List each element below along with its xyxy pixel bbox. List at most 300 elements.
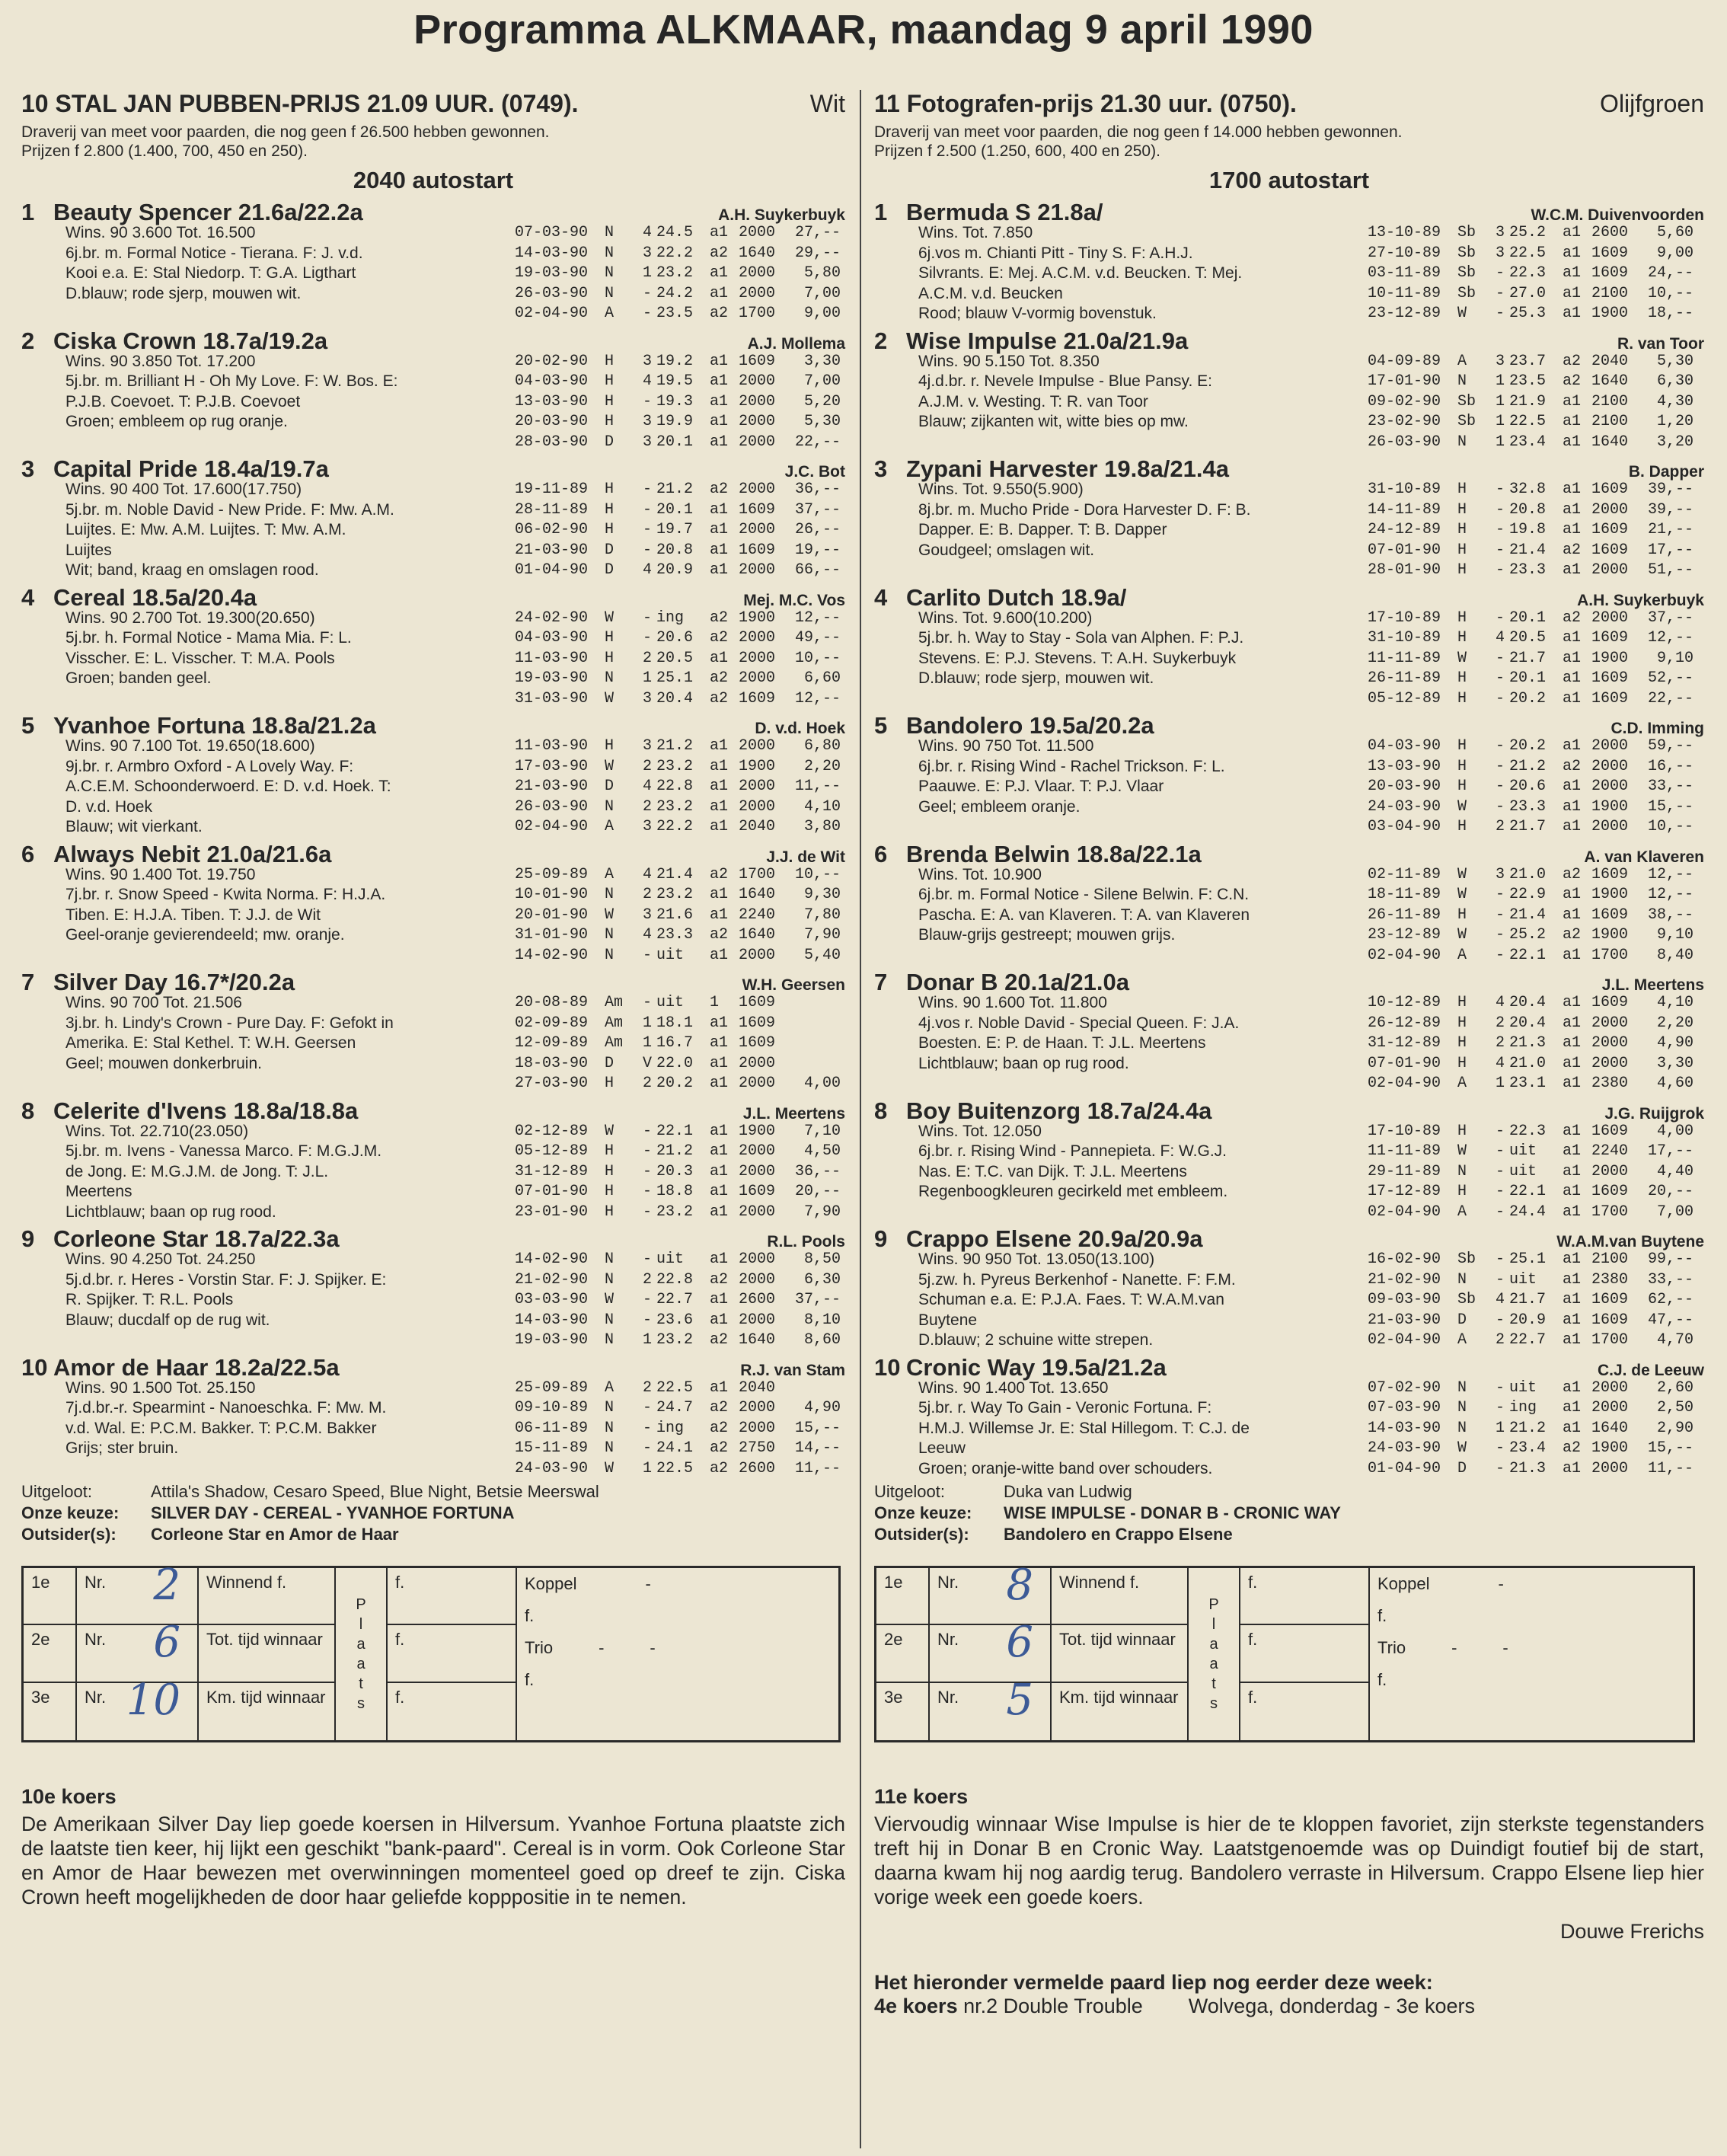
result-cell: 2000	[1591, 1034, 1629, 1052]
result-cell: 12,--	[1647, 886, 1693, 903]
result-cell: 2000	[1591, 757, 1629, 775]
horse-info	[21, 865, 515, 966]
result-row	[515, 628, 845, 649]
horse-info	[874, 865, 1368, 966]
entry-body	[874, 480, 1704, 581]
info-line: Dapper. E: B. Dapper. T: B. Dapper	[918, 521, 1167, 538]
result-row	[515, 1033, 845, 1054]
result-cell: 1640	[1591, 1419, 1629, 1437]
result-cell: -	[643, 1399, 653, 1417]
uitgeloot-label: Uitgeloot:	[874, 1482, 945, 1501]
result-row	[1368, 946, 1704, 966]
result-cell: -	[1496, 946, 1505, 964]
number-field[interactable]	[77, 1560, 197, 1625]
result-cell: 23-01-90	[515, 1203, 589, 1221]
keuze-line	[21, 1503, 845, 1523]
result-cell	[792, 993, 841, 1014]
result-cell: 2100	[1591, 392, 1629, 410]
result-cell: 24-03-90	[1368, 1439, 1441, 1457]
note-race-label: 4e koers	[874, 1995, 958, 2017]
result-cell: A	[1457, 946, 1467, 964]
result-cell: 19-11-89	[515, 481, 589, 498]
result-cell: 14-03-90	[1368, 1419, 1441, 1437]
result-cell: 07-01-90	[515, 1183, 589, 1200]
result-cell: 3	[1496, 244, 1505, 262]
result-cell: a1	[710, 649, 729, 667]
result-cell: 23.5	[1509, 372, 1547, 390]
result-cell: W	[1457, 926, 1467, 944]
result-cell: -	[643, 392, 653, 410]
result-cell: 62,--	[1647, 1291, 1693, 1308]
result-cell: 19-03-90	[515, 1331, 589, 1349]
result-cell: 5,30	[1656, 352, 1693, 370]
result-cell	[792, 1033, 841, 1054]
horse-name: Donar B 20.1a/21.0a	[906, 969, 1129, 995]
result-cell: 2	[643, 1075, 653, 1092]
result-cell: N	[605, 1439, 615, 1457]
result-cell: 20.6	[1509, 778, 1547, 795]
result-cell: 15,--	[794, 1419, 841, 1437]
results-list	[515, 993, 845, 1094]
plaats-field[interactable]: f.	[1240, 1625, 1368, 1682]
result-cell: a2	[710, 1459, 729, 1477]
result-cell: 21.7	[1509, 649, 1547, 667]
handwritten-number: 8	[1006, 1560, 1033, 1610]
result-cell: 6,60	[803, 669, 841, 687]
result-cell: 29,--	[794, 244, 841, 262]
result-cell: a1	[1563, 946, 1582, 964]
result-cell: 20-03-90	[515, 413, 589, 430]
result-row	[1368, 1182, 1704, 1203]
winnend-label: Winnend f.	[1052, 1568, 1187, 1625]
place-label: 3e	[31, 1687, 50, 1707]
result-row	[1368, 669, 1704, 689]
result-cell: 1900	[1591, 305, 1629, 322]
koppel-row	[1370, 1568, 1577, 1600]
result-cell: 19,--	[794, 541, 841, 559]
result-cell: 7,10	[803, 1122, 841, 1140]
info-line: 6j.br. m. Formal Notice - Silene Belwin. F: C.N.	[918, 886, 1250, 903]
result-cell: 16.7	[656, 1034, 694, 1052]
race-11-column	[874, 90, 1704, 2018]
result-cell: a1	[1563, 1075, 1582, 1092]
result-cell: 21,--	[1647, 521, 1693, 538]
result-cell: 1	[1496, 1075, 1505, 1092]
result-cell: a1	[710, 1122, 729, 1140]
result-cell: a1	[710, 264, 729, 282]
result-cell: H	[605, 500, 615, 519]
result-cell: 14-02-90	[515, 946, 589, 964]
result-cell: 1640	[1591, 372, 1629, 390]
place-label: 2e	[24, 1625, 75, 1682]
result-row	[1368, 1459, 1704, 1480]
result-cell: a1	[1563, 1203, 1582, 1221]
horse-name: Yvanhoe Fortuna 18.8a/21.2a	[53, 712, 376, 739]
result-cell: 2000	[739, 737, 776, 755]
horse-entry	[21, 455, 845, 581]
result-row	[1368, 885, 1704, 906]
plaats-field[interactable]: f.	[388, 1625, 516, 1682]
plaats-letter: a	[356, 1636, 366, 1653]
result-cell: H	[605, 1075, 615, 1092]
result-cell: 28-01-90	[1368, 561, 1441, 579]
plaats-field[interactable]: f.	[395, 1687, 405, 1707]
result-cell: 1609	[1591, 865, 1629, 883]
result-cell: 7,00	[803, 372, 841, 390]
result-cell: 1	[710, 994, 720, 1011]
entry-number: 10	[874, 1353, 901, 1381]
result-cell: -	[643, 500, 653, 519]
result-cell: 2,20	[1656, 1014, 1693, 1032]
result-cell: 7,90	[803, 1203, 841, 1221]
plaats-letter: a	[356, 1656, 366, 1672]
result-cell: -	[1496, 1162, 1505, 1180]
result-cell: -	[1496, 284, 1505, 302]
info-line: 5j.br. m. Brilliant H - Oh My Love. F: W. Bos. E:	[65, 372, 398, 390]
result-cell: 22.5	[1509, 413, 1547, 430]
result-cell: 20.6	[656, 629, 694, 647]
commentary-text: Viervoudig winnaar Wise Impulse is hier de te kloppen favoriet, zijn sterkste tegenstanders treft hij in Donar B en Cronic Way. Laatstgenoemde was op Duindigt foutief bij de start, daarna kwam hij nog aardig terug. Bandolero verraste in Hilversum. Crappo Elsene liep hier vorige week een goede koers.	[874, 1813, 1704, 1908]
result-cell: 03-04-90	[1368, 818, 1441, 835]
result-cell: 24.4	[1509, 1203, 1547, 1221]
result-cell: 24.2	[656, 284, 694, 302]
horse-entry	[874, 1354, 1704, 1480]
info-line: Blauw; ducdalf op de rug wit.	[65, 1311, 270, 1329]
result-cell: H	[1457, 561, 1467, 579]
result-cell: A	[605, 305, 615, 322]
horse-entry	[21, 712, 845, 838]
result-cell: 26-11-89	[1368, 669, 1441, 687]
outsider-label: Outsider(s):	[874, 1525, 969, 1544]
result-cell: 14-03-90	[515, 244, 589, 262]
result-cell: 3	[643, 352, 653, 370]
horse-name: Beauty Spencer 21.6a/22.2a	[53, 199, 363, 225]
result-cell: 4,70	[1656, 1331, 1693, 1349]
result-cell: H	[1457, 778, 1467, 795]
entry-number: 9	[874, 1225, 888, 1252]
result-cell: a1	[710, 1250, 729, 1268]
plaats-field[interactable]: f.	[1240, 1568, 1368, 1625]
result-cell: 1700	[1591, 1203, 1629, 1221]
result-cell: 26,--	[794, 521, 841, 538]
result-cell: 9,10	[1656, 926, 1693, 944]
result-row	[1368, 736, 1704, 757]
result-cell: 05-12-89	[1368, 689, 1441, 707]
number-field[interactable]	[930, 1675, 1050, 1740]
horse-info	[21, 736, 515, 838]
koppel-f-field[interactable]: f.	[1377, 1606, 1387, 1625]
result-cell: 22.5	[1509, 244, 1547, 262]
results-list	[1368, 1250, 1704, 1351]
result-cell: 2000	[739, 1399, 776, 1417]
result-cell: a2	[710, 1331, 729, 1349]
number-field[interactable]	[77, 1618, 197, 1682]
entry-body	[874, 1122, 1704, 1223]
race-color: Olijfgroen	[1600, 90, 1704, 117]
result-cell: a1	[1563, 1399, 1582, 1417]
result-cell: a2	[710, 1270, 729, 1289]
entry-number: 1	[21, 199, 35, 225]
result-cell	[792, 1378, 841, 1399]
result-cell: 4,40	[1656, 1162, 1693, 1180]
horse-info	[21, 1122, 515, 1223]
result-cell: -	[643, 481, 653, 498]
result-cell: N	[605, 1311, 615, 1329]
result-cell: 18.8	[656, 1183, 694, 1200]
result-cell: 2000	[1591, 500, 1629, 519]
note-detail	[874, 1995, 1704, 2018]
info-line: Geel; embleem oranje.	[918, 797, 1081, 816]
result-cell: 2100	[1591, 413, 1629, 430]
race-color: Wit	[809, 90, 845, 117]
note-race	[874, 1995, 1143, 2018]
result-cell: 1640	[739, 244, 776, 262]
result-cell: W	[605, 906, 615, 924]
horse-name: Always Nebit 21.0a/21.6a	[53, 840, 332, 867]
result-cell: -	[1496, 1203, 1505, 1221]
result-cell: H	[605, 413, 615, 430]
result-cell: 2000	[1591, 1459, 1629, 1477]
trio-label: Trio	[525, 1638, 554, 1657]
result-cell: 2000	[1591, 1399, 1629, 1417]
result-row	[515, 736, 845, 757]
result-cell: 12,--	[1647, 865, 1693, 883]
result-cell: H	[605, 1203, 615, 1221]
result-cell: W	[1457, 886, 1467, 903]
result-cell: a1	[710, 757, 729, 775]
result-cell: 1609	[1591, 521, 1629, 538]
result-cell: 4,50	[803, 1142, 841, 1160]
koppel-f-field[interactable]: f.	[525, 1606, 535, 1625]
result-cell: 23.2	[656, 757, 694, 775]
result-cell: W	[605, 608, 615, 627]
horse-info	[874, 1122, 1368, 1223]
result-cell: H	[605, 392, 615, 410]
result-cell: 2750	[739, 1439, 776, 1457]
result-cell: uit	[656, 946, 685, 964]
result-cell: a1	[1563, 1311, 1582, 1329]
entry-body	[21, 608, 845, 710]
result-cell: D	[1457, 1311, 1467, 1329]
number-field[interactable]	[930, 1560, 1050, 1625]
result-cell: 24-02-90	[515, 608, 589, 627]
race-header	[874, 90, 1704, 118]
result-cell: a1	[1563, 284, 1582, 302]
result-cell: 21.3	[1509, 1034, 1547, 1052]
result-row	[1368, 608, 1704, 629]
result-cell: 26-03-90	[515, 797, 589, 816]
info-line: Rood; blauw V-vormig bovenstuk.	[918, 305, 1157, 322]
result-cell: 26-03-90	[1368, 433, 1441, 451]
result-cell: Am	[605, 994, 624, 1011]
result-cell: 25-09-89	[515, 1378, 589, 1397]
result-cell: 4	[643, 561, 653, 579]
result-cell: Sb	[1457, 244, 1476, 262]
trio-row	[1370, 1632, 1577, 1664]
result-cell: 8,60	[803, 1331, 841, 1349]
result-cell: 37,--	[794, 1291, 841, 1308]
result-cell: 23.2	[656, 264, 694, 282]
result-cell: 2000	[739, 669, 776, 687]
results-list	[515, 865, 845, 966]
result-cell: H	[1457, 481, 1467, 498]
nr-label: Nr.	[85, 1687, 107, 1707]
info-line: Wins. 90 4.250 Tot. 24.250	[65, 1250, 256, 1268]
plaats-cells	[1240, 1568, 1368, 1740]
result-cell: 7,00	[803, 284, 841, 302]
info-line: Schuman e.a. E: P.J.A. Faes. T: W.A.M.van	[918, 1291, 1224, 1308]
plaats-field[interactable]: f.	[388, 1568, 516, 1625]
results-list	[1368, 736, 1704, 838]
result-row	[1368, 757, 1704, 778]
info-line: D.blauw; 2 schuine witte strepen.	[918, 1331, 1154, 1349]
result-cell: H	[1457, 906, 1467, 924]
winnend-label: Winnend f.	[199, 1568, 334, 1625]
info-line: Kooi e.a. E: Stal Niedorp. T: G.A. Ligthart	[65, 264, 356, 282]
trio-f-field[interactable]: f.	[525, 1670, 535, 1689]
result-cell: 1609	[1591, 541, 1629, 559]
result-cell: 13-10-89	[1368, 224, 1441, 241]
handwritten-number: 6	[1006, 1618, 1033, 1668]
result-row	[515, 541, 845, 561]
result-cell: 07-03-90	[515, 224, 589, 241]
result-cell: H	[605, 481, 615, 498]
result-cell: 2	[1496, 1034, 1505, 1052]
info-line: Wins. 90 1.400 Tot. 19.750	[65, 865, 256, 883]
result-cell: 19.3	[656, 392, 694, 410]
result-cell: -	[643, 608, 653, 627]
result-cell: 23.4	[1509, 433, 1547, 451]
result-cell: -	[1496, 757, 1505, 775]
result-cell: 19-03-90	[515, 264, 589, 282]
result-cell: 2000	[739, 1203, 776, 1221]
result-cell: 17-10-89	[1368, 608, 1441, 627]
result-cell: 2000	[739, 1142, 776, 1160]
nr-label: Nr.	[937, 1573, 959, 1592]
result-cell: 2380	[1591, 1075, 1629, 1092]
horse-name: Amor de Haar 18.2a/22.5a	[53, 1353, 340, 1381]
result-cell: 15-11-89	[515, 1439, 589, 1457]
number-field[interactable]	[77, 1675, 197, 1740]
horse-info	[874, 223, 1368, 324]
result-cell: 21.9	[1509, 392, 1547, 410]
result-cell: 7,80	[803, 906, 841, 924]
result-row	[515, 885, 845, 906]
results-list	[515, 736, 845, 838]
handwritten-number: 10	[126, 1675, 180, 1725]
result-cell: N	[605, 1399, 615, 1417]
result-cell: 1640	[739, 1331, 776, 1349]
result-row	[515, 1270, 845, 1291]
result-cell: a1	[1563, 244, 1582, 262]
result-row	[515, 865, 845, 886]
result-cell: 2000	[739, 629, 776, 647]
result-cell: 20-03-90	[1368, 778, 1441, 795]
result-cell: 19.9	[656, 413, 694, 430]
result-cell: H	[605, 1142, 615, 1160]
result-cell: 32.8	[1509, 481, 1547, 498]
result-cell: 05-12-89	[515, 1142, 589, 1160]
result-cell: N	[605, 946, 615, 964]
results-list	[515, 1378, 845, 1480]
result-row	[1368, 1439, 1704, 1459]
result-cell: A	[605, 818, 615, 835]
result-cell: 22.1	[656, 1122, 694, 1140]
koppel-dash: -	[645, 1574, 651, 1593]
horse-name: Wise Impulse 21.0a/21.9a	[906, 327, 1189, 354]
result-cell: -	[1496, 1459, 1505, 1477]
result-cell: 2000	[739, 284, 776, 302]
result-cell: 11,--	[794, 1459, 841, 1477]
result-cell: 21.2	[1509, 1419, 1547, 1437]
horse-entry	[874, 841, 1704, 966]
result-cell: 23-02-90	[1368, 413, 1441, 430]
result-cell: 4	[1496, 1291, 1505, 1308]
horse-info	[874, 608, 1368, 710]
info-line: Wins. 90 5.150 Tot. 8.350	[918, 352, 1100, 370]
plaats-field[interactable]: f.	[1248, 1687, 1258, 1707]
result-cell: -	[1496, 608, 1505, 627]
place-cells	[876, 1568, 928, 1740]
result-cell: 66,--	[794, 561, 841, 579]
outsider-line	[21, 1525, 845, 1544]
trainer-name: Mej. M.C. Vos	[743, 591, 845, 609]
result-cell: 12,--	[794, 689, 841, 707]
entry-number: 8	[874, 1097, 888, 1124]
entry-number: 7	[21, 969, 35, 995]
result-row	[1368, 541, 1704, 561]
result-cell: a1	[710, 1075, 729, 1092]
result-cell: -	[1496, 689, 1505, 707]
result-cell: 39,--	[1647, 481, 1693, 498]
trio-f-field[interactable]: f.	[1377, 1670, 1387, 1689]
result-cell: H	[605, 629, 615, 647]
plaats-letter: t	[1211, 1675, 1216, 1692]
horse-name: Zypani Harvester 19.8a/21.4a	[906, 455, 1229, 482]
result-cell: 2,90	[1656, 1419, 1693, 1437]
result-row	[515, 433, 845, 453]
horse-name: Silver Day 16.7*/20.2a	[53, 969, 295, 995]
result-cell: 1700	[739, 865, 776, 883]
result-cell: 02-04-90	[1368, 946, 1441, 964]
result-cell: a1	[1563, 561, 1582, 579]
number-field[interactable]	[930, 1618, 1050, 1682]
keuze-label: Onze keuze:	[21, 1503, 120, 1522]
result-cell: a1	[710, 1311, 729, 1329]
result-cell: 3	[643, 433, 653, 451]
result-cell: a1	[1563, 1014, 1582, 1032]
plaats-label	[1189, 1568, 1239, 1740]
result-cell: 2600	[739, 1459, 776, 1477]
result-cell: H	[1457, 757, 1467, 775]
result-cell: a1	[1563, 1291, 1582, 1308]
result-cell: 12,--	[794, 608, 841, 627]
info-line: 3j.br. h. Lindy's Crown - Pure Day. F: Gefokt in	[65, 1014, 394, 1032]
info-line: v.d. Wal. E: P.C.M. Bakker. T: P.C.M. Bakker	[65, 1419, 377, 1437]
info-line: Wit; band, kraag en omslagen rood.	[65, 561, 319, 579]
entry-body	[874, 1250, 1704, 1351]
result-row	[515, 925, 845, 946]
result-cell: -	[1496, 305, 1505, 322]
result-cell: N	[605, 264, 615, 282]
result-cell: 1609	[739, 541, 776, 559]
info-line: R. Spijker. T: R.L. Pools	[65, 1291, 234, 1308]
result-cell: 7,00	[1656, 1203, 1693, 1221]
result-cell: 22.2	[656, 244, 694, 262]
result-cell: 10-12-89	[1368, 994, 1441, 1011]
result-cell: 1700	[739, 305, 776, 322]
result-row	[1368, 628, 1704, 649]
